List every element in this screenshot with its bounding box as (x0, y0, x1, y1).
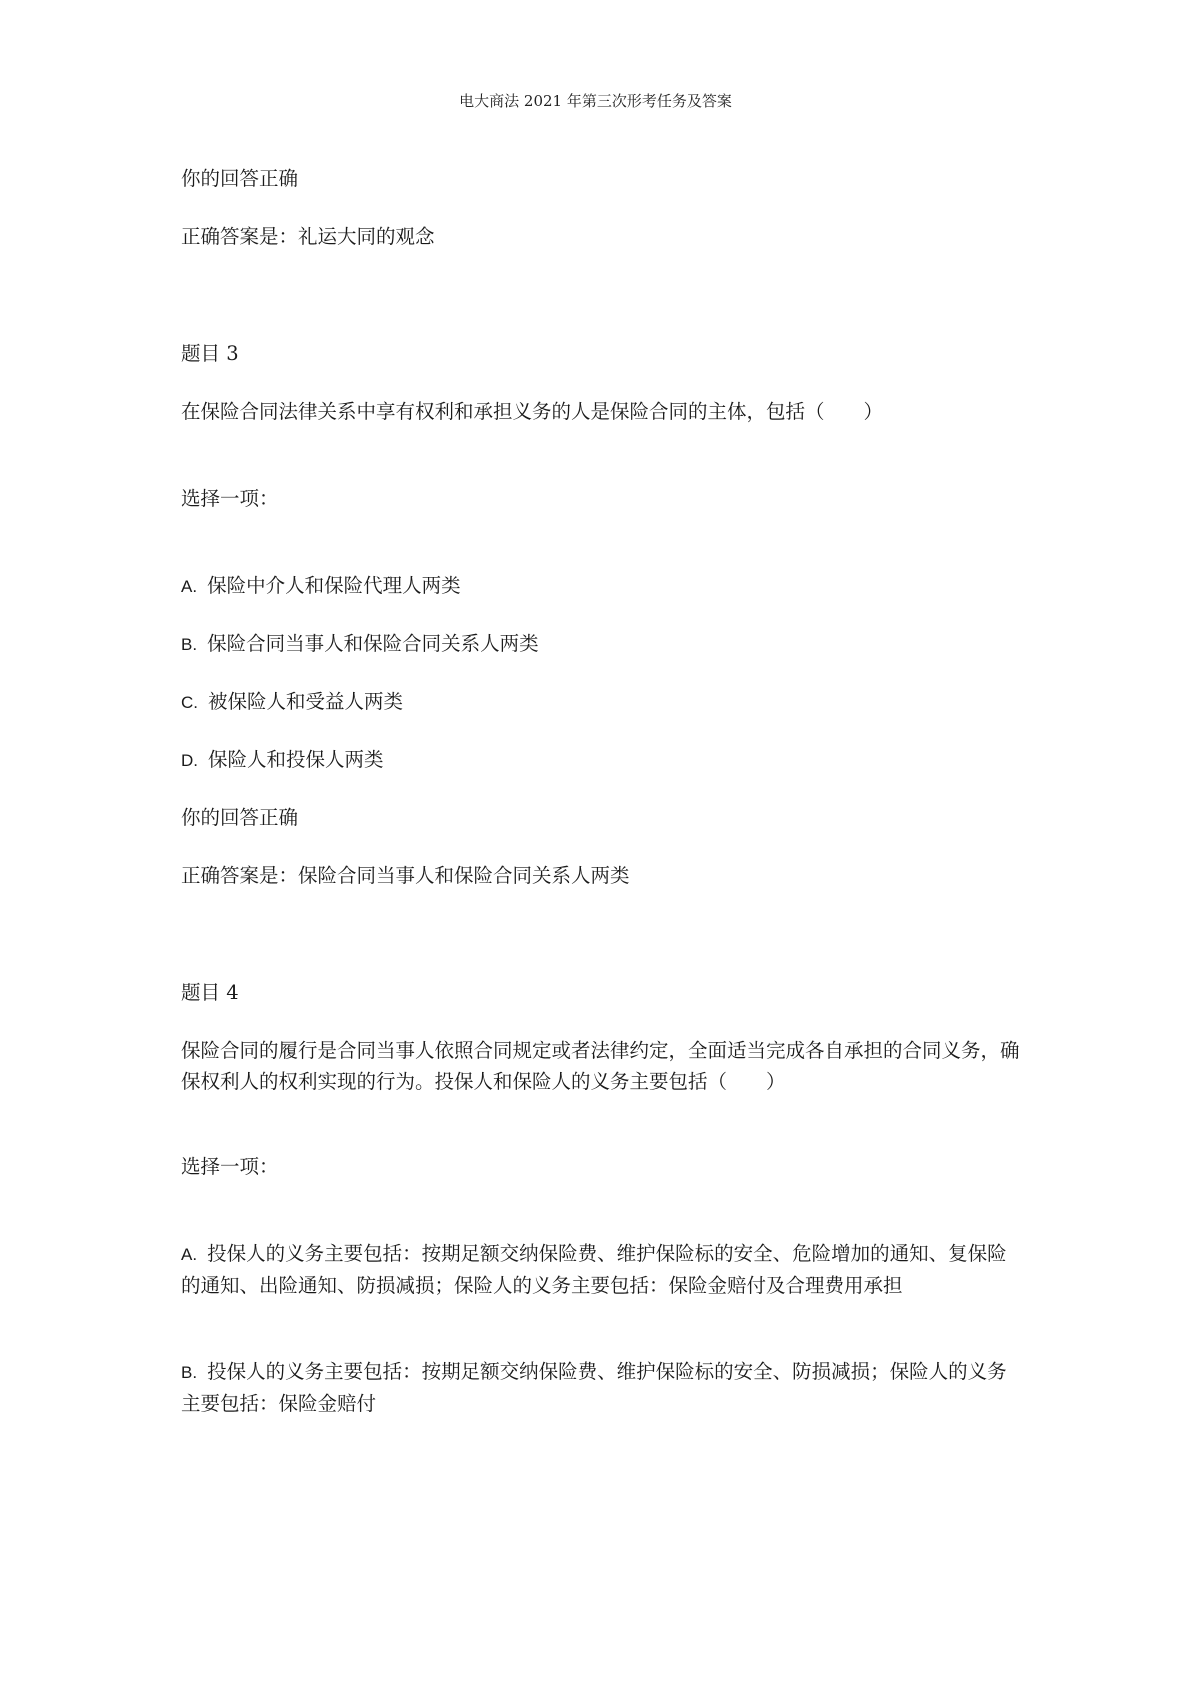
q4-option-a-text: 投保人的义务主要包括：按期足额交纳保险费、维护保险标的安全、危险增加的通知、复保险的通知、出险通知、防损减损；保险人的义务主要包括：保险金赔付及合理费用承担 (181, 1242, 1007, 1297)
q3-instruction: 选择一项： (181, 487, 279, 510)
q4-stem: 保险合同的履行是合同当事人依照合同规定或者法律约定，全面适当完成各自承担的合同义务，确保权利人的权利实现的行为。投保人和保险人的义务主要包括（ ） (181, 1039, 1020, 1093)
q4-option-b[interactable] (181, 1356, 1021, 1419)
q3-option-c[interactable] (181, 686, 1021, 718)
q4-label: 题目 4 (181, 981, 239, 1004)
q3-option-a-text: 保险中介人和保险代理人两类 (207, 574, 461, 597)
q4-option-a[interactable] (181, 1238, 1021, 1301)
q3-option-c-text: 被保险人和受益人两类 (208, 690, 404, 713)
q4-option-a-letter: A. (181, 1245, 198, 1264)
q3-stem: 在保险合同法律关系中享有权利和承担义务的人是保险合同的主体，包括（ ） (181, 400, 884, 423)
q3-option-c-letter: C. (181, 693, 198, 712)
q3-correct-answer: 正确答案是：保险合同当事人和保险合同关系人两类 (181, 864, 630, 887)
q3-option-a[interactable] (181, 570, 1021, 602)
q3-option-d-text: 保险人和投保人两类 (208, 748, 384, 771)
q3-label: 题目 3 (181, 342, 239, 365)
page-header: 电大商法 2021 年第三次形考任务及答案 (459, 92, 732, 110)
q3-option-b-letter: B. (181, 635, 198, 654)
q3-option-b-text: 保险合同当事人和保险合同关系人两类 (207, 632, 539, 655)
q2-correct-answer: 正确答案是：礼运大同的观念 (181, 225, 435, 248)
q2-feedback: 你的回答正确 (181, 167, 299, 190)
q3-option-a-letter: A. (181, 577, 198, 596)
q3-option-b[interactable] (181, 628, 1021, 660)
q4-instruction: 选择一项： (181, 1155, 279, 1178)
q3-feedback: 你的回答正确 (181, 806, 299, 829)
q4-option-b-text: 投保人的义务主要包括：按期足额交纳保险费、维护保险标的安全、防损减损；保险人的义务主要包括：保险金赔付 (181, 1360, 1007, 1415)
q3-option-d[interactable] (181, 744, 1021, 776)
q3-option-d-letter: D. (181, 751, 198, 770)
q4-option-b-letter: B. (181, 1363, 198, 1382)
